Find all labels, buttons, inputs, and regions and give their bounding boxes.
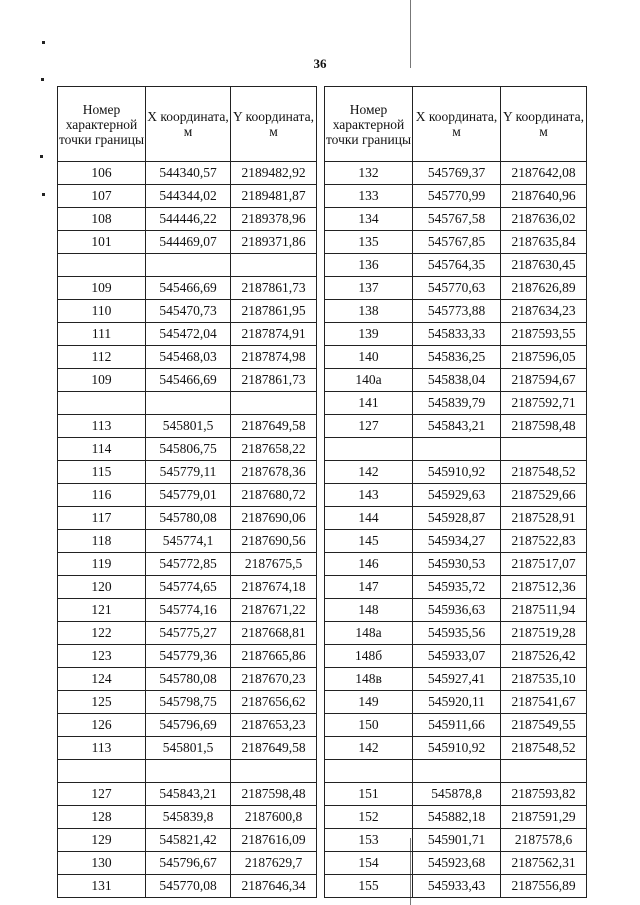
cell-y: 2187562,31: [501, 852, 587, 875]
cell-x: 545920,11: [413, 691, 501, 714]
cell-y: 2187600,8: [231, 806, 317, 829]
cell-point: 148: [325, 599, 413, 622]
cell-y: 2187511,94: [501, 599, 587, 622]
cell-x: 545843,21: [146, 783, 231, 806]
cell-y: 2189482,92: [231, 162, 317, 185]
table-row: [58, 806, 317, 829]
cell-y: 2187656,62: [231, 691, 317, 714]
cell-point: 143: [325, 484, 413, 507]
header-y: Y координата, м: [231, 87, 317, 162]
table-row: [325, 691, 587, 714]
cell-x: 545775,27: [146, 622, 231, 645]
header-x: X координата, м: [413, 87, 501, 162]
cell-y: 2187861,73: [231, 369, 317, 392]
cell-point: 122: [58, 622, 146, 645]
cell-y: 2189378,96: [231, 208, 317, 231]
cell-y: [501, 760, 587, 783]
table-row: [58, 438, 317, 461]
cell-point: 152: [325, 806, 413, 829]
cell-y: 2187549,55: [501, 714, 587, 737]
cell-x: 545779,11: [146, 461, 231, 484]
cell-y: [501, 438, 587, 461]
cell-point: 132: [325, 162, 413, 185]
cell-x: 544340,57: [146, 162, 231, 185]
table-row: [325, 415, 587, 438]
cell-x: [413, 438, 501, 461]
header-point: Номер характерной точки границы: [58, 87, 146, 162]
table-row: [325, 254, 587, 277]
cell-point: 139: [325, 323, 413, 346]
cell-y: 2187598,48: [231, 783, 317, 806]
header-point: Номер характерной точки границы: [325, 87, 413, 162]
table-row: [325, 530, 587, 553]
cell-x: 545770,63: [413, 277, 501, 300]
table-row: [58, 162, 317, 185]
table-row: [58, 714, 317, 737]
cell-y: 2187646,34: [231, 875, 317, 898]
table-row: [58, 760, 317, 783]
cell-point: 125: [58, 691, 146, 714]
cell-y: 2187653,23: [231, 714, 317, 737]
cell-point: 109: [58, 277, 146, 300]
scan-speck: [40, 155, 43, 158]
cell-y: 2187556,89: [501, 875, 587, 898]
cell-point: 154: [325, 852, 413, 875]
cell-y: 2187596,05: [501, 346, 587, 369]
table-row: [58, 507, 317, 530]
table-row: [58, 737, 317, 760]
cell-point: 106: [58, 162, 146, 185]
cell-x: 545796,69: [146, 714, 231, 737]
cell-y: 2187649,58: [231, 415, 317, 438]
cell-point: 134: [325, 208, 413, 231]
cell-point: 110: [58, 300, 146, 323]
cell-x: 545936,63: [413, 599, 501, 622]
table-row: [58, 691, 317, 714]
cell-x: 545882,18: [413, 806, 501, 829]
cell-x: 545764,35: [413, 254, 501, 277]
cell-x: 545779,36: [146, 645, 231, 668]
table-row: [325, 323, 587, 346]
table-row: [58, 254, 317, 277]
table-row: [325, 208, 587, 231]
cell-x: 545930,53: [413, 553, 501, 576]
cell-point: [325, 760, 413, 783]
cell-x: 545836,25: [413, 346, 501, 369]
cell-y: 2187626,89: [501, 277, 587, 300]
cell-point: 148в: [325, 668, 413, 691]
cell-y: 2187526,42: [501, 645, 587, 668]
cell-y: 2187649,58: [231, 737, 317, 760]
cell-x: [146, 254, 231, 277]
cell-point: [58, 254, 146, 277]
cell-point: 117: [58, 507, 146, 530]
cell-point: 123: [58, 645, 146, 668]
cell-x: 545923,68: [413, 852, 501, 875]
cell-x: 545772,85: [146, 553, 231, 576]
table-row: [58, 300, 317, 323]
cell-y: 2187630,45: [501, 254, 587, 277]
cell-x: 545796,67: [146, 852, 231, 875]
coordinates-table-right: [324, 86, 587, 898]
table-row: [325, 599, 587, 622]
cell-y: 2187861,95: [231, 300, 317, 323]
cell-x: 545770,08: [146, 875, 231, 898]
cell-point: 113: [58, 737, 146, 760]
cell-point: 124: [58, 668, 146, 691]
table-row: [325, 576, 587, 599]
cell-y: 2187861,73: [231, 277, 317, 300]
cell-x: 545780,08: [146, 668, 231, 691]
cell-y: 2187598,48: [501, 415, 587, 438]
cell-y: 2187665,86: [231, 645, 317, 668]
cell-y: 2187593,55: [501, 323, 587, 346]
table-row: [58, 484, 317, 507]
cell-y: 2187522,83: [501, 530, 587, 553]
cell-y: 2187634,23: [501, 300, 587, 323]
cell-point: 140а: [325, 369, 413, 392]
cell-y: 2187642,08: [501, 162, 587, 185]
cell-x: 544469,07: [146, 231, 231, 254]
cell-point: 131: [58, 875, 146, 898]
table-row: [325, 484, 587, 507]
cell-x: 544446,22: [146, 208, 231, 231]
table-row: [58, 392, 317, 415]
scan-speck: [42, 193, 45, 196]
cell-y: 2187593,82: [501, 783, 587, 806]
scan-speck: [41, 78, 44, 81]
cell-y: [231, 760, 317, 783]
table-row: [325, 346, 587, 369]
cell-point: 145: [325, 530, 413, 553]
table-row: [58, 208, 317, 231]
table-row: [325, 875, 587, 898]
cell-y: 2187668,81: [231, 622, 317, 645]
cell-point: 142: [325, 461, 413, 484]
coordinates-table-left: [57, 86, 317, 898]
cell-point: 148б: [325, 645, 413, 668]
cell-y: 2187578,6: [501, 829, 587, 852]
table-row: [325, 507, 587, 530]
table-row: [325, 852, 587, 875]
cell-point: 116: [58, 484, 146, 507]
cell-point: 146: [325, 553, 413, 576]
table-row: [58, 829, 317, 852]
cell-x: 545466,69: [146, 369, 231, 392]
cell-x: [146, 392, 231, 415]
cell-point: [58, 392, 146, 415]
cell-y: 2187616,09: [231, 829, 317, 852]
table-row: [58, 461, 317, 484]
table-row: [58, 415, 317, 438]
cell-point: 141: [325, 392, 413, 415]
cell-x: 545910,92: [413, 737, 501, 760]
table-row: [58, 369, 317, 392]
table-row: [325, 553, 587, 576]
cell-y: [231, 392, 317, 415]
table-row: [58, 645, 317, 668]
cell-y: 2187528,91: [501, 507, 587, 530]
cell-x: 545878,8: [413, 783, 501, 806]
cell-x: 545774,65: [146, 576, 231, 599]
table-row: [58, 875, 317, 898]
cell-x: 545927,41: [413, 668, 501, 691]
cell-y: 2187541,67: [501, 691, 587, 714]
cell-point: 119: [58, 553, 146, 576]
table-row: [58, 599, 317, 622]
table-row: [325, 162, 587, 185]
cell-point: 113: [58, 415, 146, 438]
table-row: [325, 461, 587, 484]
cell-x: 545935,72: [413, 576, 501, 599]
cell-x: 545821,42: [146, 829, 231, 852]
cell-point: 137: [325, 277, 413, 300]
table-row: [325, 392, 587, 415]
cell-x: 545767,85: [413, 231, 501, 254]
table-row: [58, 852, 317, 875]
cell-y: 2187592,71: [501, 392, 587, 415]
cell-x: 545470,73: [146, 300, 231, 323]
cell-y: 2187519,28: [501, 622, 587, 645]
cell-x: 545933,43: [413, 875, 501, 898]
cell-y: 2187874,98: [231, 346, 317, 369]
cell-x: 545806,75: [146, 438, 231, 461]
cell-point: 127: [325, 415, 413, 438]
cell-y: 2187670,23: [231, 668, 317, 691]
cell-point: 128: [58, 806, 146, 829]
cell-x: 545838,04: [413, 369, 501, 392]
cell-x: 545801,5: [146, 415, 231, 438]
table-row: [325, 231, 587, 254]
cell-point: 144: [325, 507, 413, 530]
cell-y: 2187591,29: [501, 806, 587, 829]
table-row: [58, 323, 317, 346]
cell-point: 115: [58, 461, 146, 484]
table-row: [325, 806, 587, 829]
cell-x: 545933,07: [413, 645, 501, 668]
cell-y: 2187529,66: [501, 484, 587, 507]
cell-x: 545839,8: [146, 806, 231, 829]
cell-point: 120: [58, 576, 146, 599]
cell-point: 148а: [325, 622, 413, 645]
cell-point: 127: [58, 783, 146, 806]
table-row: [58, 553, 317, 576]
table-row: [58, 622, 317, 645]
cell-point: 114: [58, 438, 146, 461]
cell-x: 545770,99: [413, 185, 501, 208]
cell-x: 545934,27: [413, 530, 501, 553]
table-row: [325, 185, 587, 208]
cell-point: 112: [58, 346, 146, 369]
table-row: [325, 714, 587, 737]
table-row: [325, 645, 587, 668]
cell-x: 545801,5: [146, 737, 231, 760]
cell-x: 545773,88: [413, 300, 501, 323]
cell-x: 545910,92: [413, 461, 501, 484]
cell-y: 2187674,18: [231, 576, 317, 599]
table-row: [58, 231, 317, 254]
cell-y: 2187635,84: [501, 231, 587, 254]
cell-y: 2187548,52: [501, 737, 587, 760]
cell-point: 153: [325, 829, 413, 852]
table-row: [325, 829, 587, 852]
table-row: [58, 668, 317, 691]
cell-x: 545798,75: [146, 691, 231, 714]
cell-point: 101: [58, 231, 146, 254]
cell-point: 118: [58, 530, 146, 553]
table-row: [58, 530, 317, 553]
cell-point: 140: [325, 346, 413, 369]
cell-y: 2187512,36: [501, 576, 587, 599]
cell-y: 2189371,86: [231, 231, 317, 254]
cell-point: 111: [58, 323, 146, 346]
cell-point: 126: [58, 714, 146, 737]
cell-point: 108: [58, 208, 146, 231]
cell-x: 545769,37: [413, 162, 501, 185]
cell-point: 155: [325, 875, 413, 898]
cell-y: 2187874,91: [231, 323, 317, 346]
table-row: [325, 369, 587, 392]
cell-x: 545767,58: [413, 208, 501, 231]
cell-y: 2189481,87: [231, 185, 317, 208]
cell-point: 151: [325, 783, 413, 806]
cell-point: 133: [325, 185, 413, 208]
cell-point: 130: [58, 852, 146, 875]
cell-y: 2187671,22: [231, 599, 317, 622]
table-row: [325, 783, 587, 806]
table-row: [325, 737, 587, 760]
cell-x: [413, 760, 501, 783]
table-row: [325, 300, 587, 323]
cell-point: 138: [325, 300, 413, 323]
page-number: 36: [313, 56, 327, 71]
cell-y: 2187690,06: [231, 507, 317, 530]
cell-x: 545843,21: [413, 415, 501, 438]
cell-x: 545839,79: [413, 392, 501, 415]
cell-point: 142: [325, 737, 413, 760]
cell-point: 121: [58, 599, 146, 622]
cell-x: 545468,03: [146, 346, 231, 369]
cell-x: 545901,71: [413, 829, 501, 852]
cell-point: 150: [325, 714, 413, 737]
scan-speck: [42, 41, 45, 44]
cell-point: 129: [58, 829, 146, 852]
cell-y: 2187594,67: [501, 369, 587, 392]
table-row: [58, 783, 317, 806]
cell-y: 2187636,02: [501, 208, 587, 231]
table-row: [58, 576, 317, 599]
cell-y: 2187629,7: [231, 852, 317, 875]
cell-x: 544344,02: [146, 185, 231, 208]
cell-y: 2187680,72: [231, 484, 317, 507]
cell-point: [325, 438, 413, 461]
cell-point: 149: [325, 691, 413, 714]
cell-point: 109: [58, 369, 146, 392]
cell-point: 107: [58, 185, 146, 208]
cell-y: 2187535,10: [501, 668, 587, 691]
cell-y: [231, 254, 317, 277]
cell-x: 545935,56: [413, 622, 501, 645]
cell-x: 545774,1: [146, 530, 231, 553]
table-row: [325, 438, 587, 461]
table-row: [325, 277, 587, 300]
cell-y: 2187658,22: [231, 438, 317, 461]
header-x: X координата, м: [146, 87, 231, 162]
cell-y: 2187548,52: [501, 461, 587, 484]
cell-y: 2187517,07: [501, 553, 587, 576]
cell-y: 2187675,5: [231, 553, 317, 576]
cell-y: 2187678,36: [231, 461, 317, 484]
cell-x: 545472,04: [146, 323, 231, 346]
cell-x: 545780,08: [146, 507, 231, 530]
cell-point: [58, 760, 146, 783]
cell-x: [146, 760, 231, 783]
cell-x: 545928,87: [413, 507, 501, 530]
cell-x: 545929,63: [413, 484, 501, 507]
table-row: [325, 760, 587, 783]
cell-x: 545774,16: [146, 599, 231, 622]
table-row: [58, 277, 317, 300]
cell-x: 545911,66: [413, 714, 501, 737]
cell-x: 545466,69: [146, 277, 231, 300]
cell-y: 2187640,96: [501, 185, 587, 208]
cell-point: 147: [325, 576, 413, 599]
cell-point: 136: [325, 254, 413, 277]
table-row: [325, 668, 587, 691]
header-y: Y координата, м: [501, 87, 587, 162]
table-row: [58, 346, 317, 369]
cell-x: 545779,01: [146, 484, 231, 507]
cell-y: 2187690,56: [231, 530, 317, 553]
cell-point: 135: [325, 231, 413, 254]
table-row: [58, 185, 317, 208]
cell-x: 545833,33: [413, 323, 501, 346]
table-row: [325, 622, 587, 645]
